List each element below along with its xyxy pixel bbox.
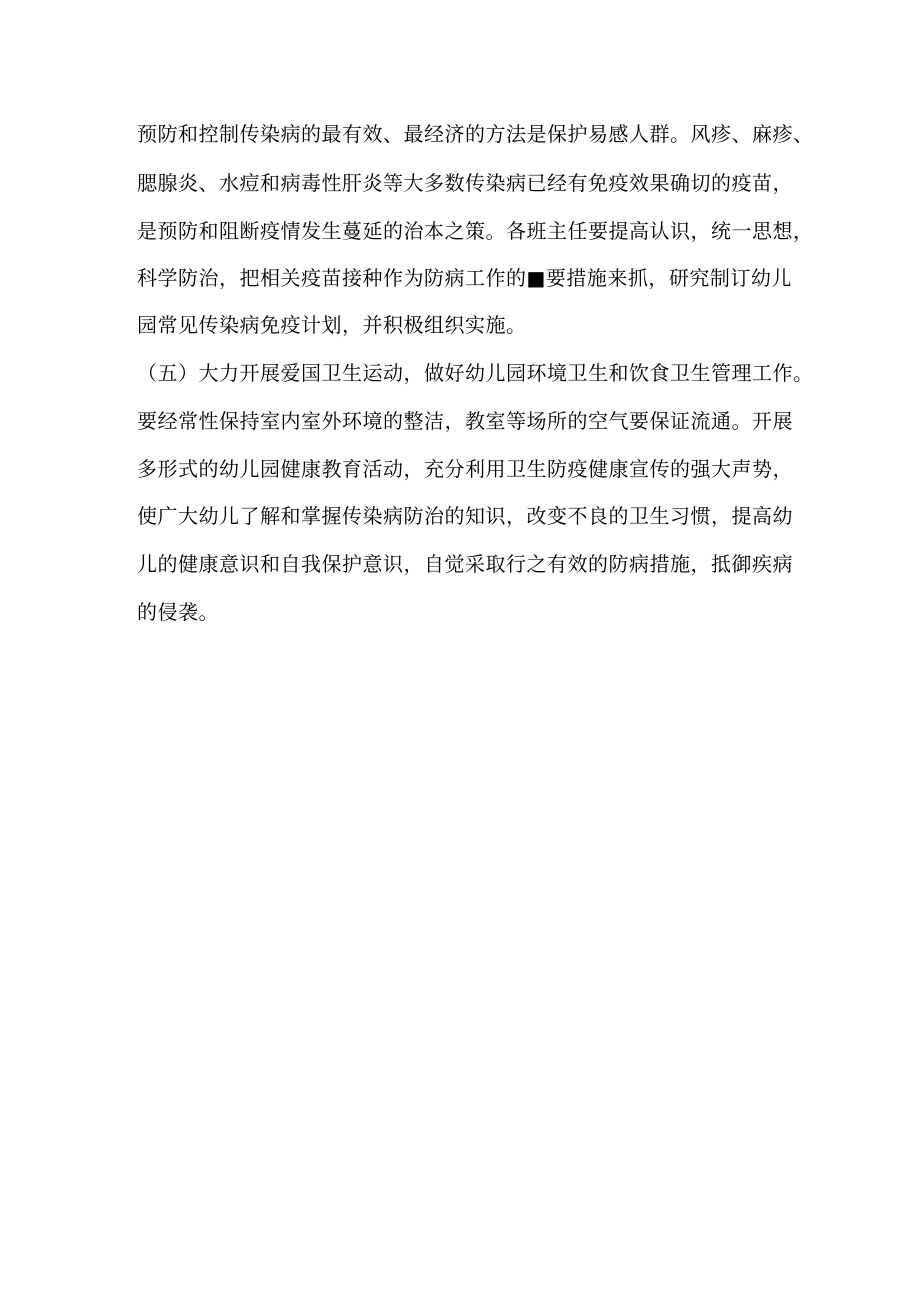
paragraph-line-4: 科学防治，把相关疫苗接种作为防病工作的■要措施来抓，研究制订幼儿 — [137, 266, 792, 290]
paragraph-line-11: 的侵袭。 — [137, 600, 219, 624]
paragraph-line-10: 儿的健康意识和自我保护意识，自觉采取行之有效的防病措施，抵御疾病 — [137, 552, 793, 576]
paragraph-line-9: 使广大幼儿了解和掌握传染病防治的知识，改变不良的卫生习惯，提高幼 — [137, 504, 793, 528]
paragraph-line-7: 要经常性保持室内室外环境的整洁，教室等场所的空气要保证流通。开展 — [137, 409, 793, 433]
paragraph-line-8: 多形式的幼儿园健康教育活动，充分利用卫生防疫健康宣传的强大声势， — [137, 457, 793, 481]
paragraph-line-2: 腮腺炎、水痘和病毒性肝炎等大多数传染病已经有免疫效果确切的疫苗， — [137, 171, 793, 195]
paragraph-line-5: 园常见传染病免疫计划，并积极组织实施。 — [137, 313, 527, 337]
section-heading-line: （五）大力开展爱国卫生运动，做好幼儿园环境卫生和饮食卫生管理工作。 — [137, 361, 814, 385]
paragraph-line-3: 是预防和阻断疫情发生蔓延的治本之策。各班主任要提高认识，统一思想， — [137, 219, 814, 243]
paragraph-line-1: 预防和控制传染病的最有效、最经济的方法是保护易感人群。风疹、麻疹、 — [137, 122, 814, 146]
